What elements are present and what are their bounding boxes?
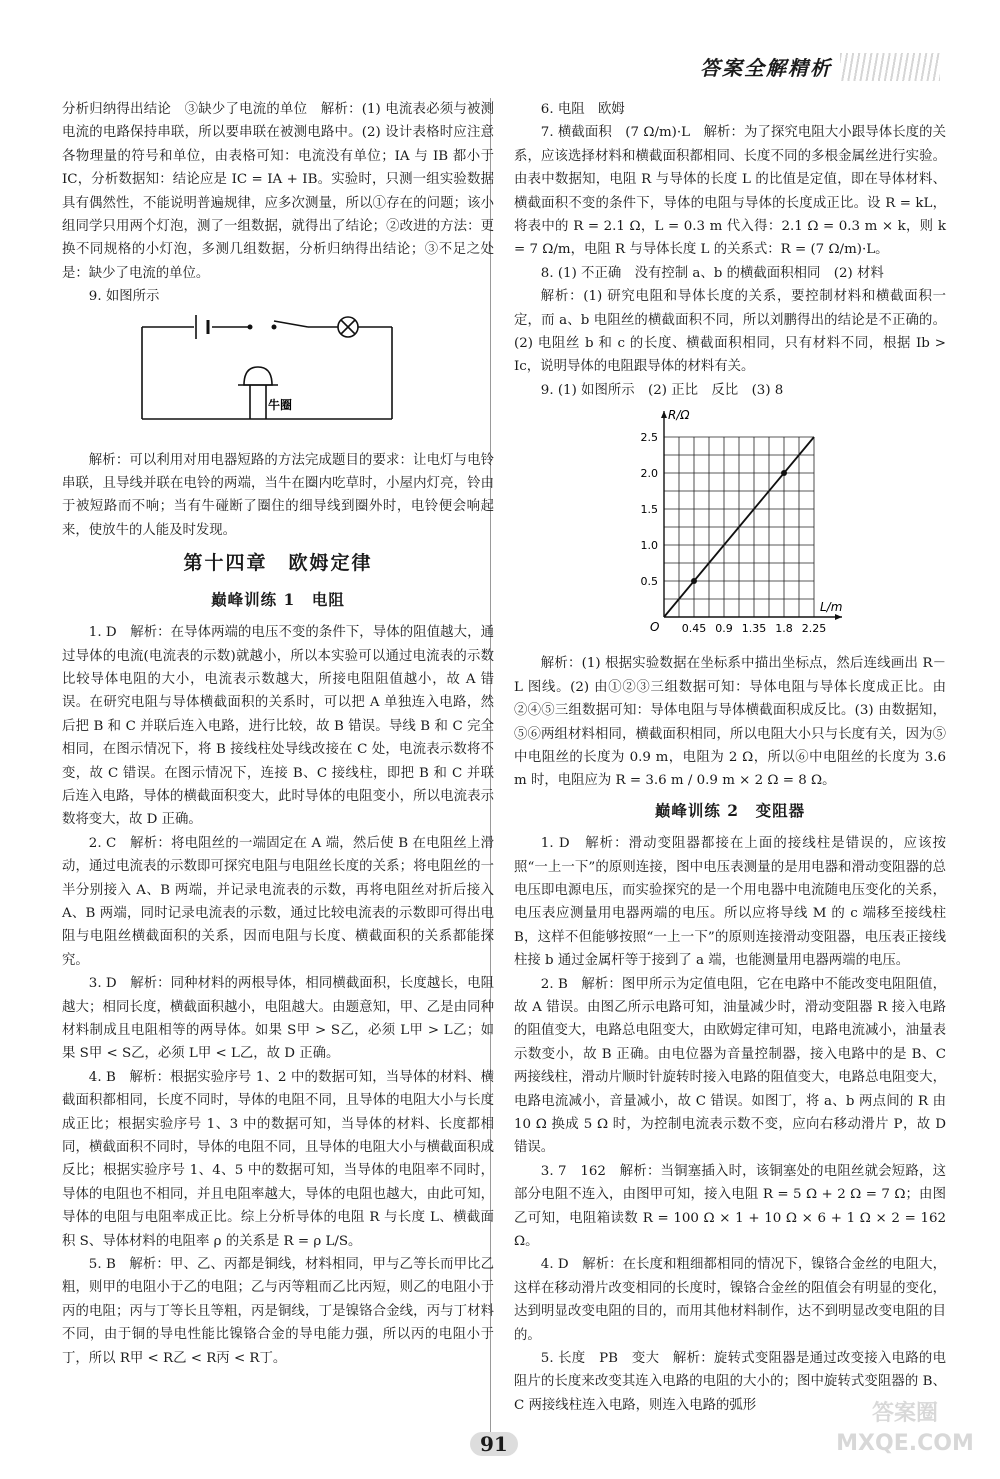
page-number: 91 <box>470 1432 518 1456</box>
bell-icon <box>244 367 272 385</box>
chapter-title: 第十四章 欧姆定律 <box>183 552 373 575</box>
answer-6: 6. 电阻 欧姆 <box>540 102 625 117</box>
x-axis-label: L/m <box>820 600 843 615</box>
cattle-pen-label: 牛圈 <box>268 397 293 412</box>
answer-8: 8. (1) 不正确 没有控制 a、b 的横截面积相同 (2) 材料 <box>540 265 884 281</box>
answer-1: 1. D 解析：在导体两端的电压不变的条件下，导体的阻值越大，通过导体的电流(电流表的示数)就越小，所以本实验可以通过电流表的示数比较导体电阻的大小，电流表示数越大，所接电阻阻值越小，故 A 错误。在研究电阻与导体横截面积的关系时，可以把 A 单独连入电路，然后把 B 和 C 并联后连入电路，进行比较，故 B 错误。导线 B 和 C 完全相同，在图示情况下，将 B 接线柱处导线改接在 C 处，电流表示数将不变，故 C 错误。在图示情况下，连接 B、C 接线柱，即把 B 和 C 并联后连入电路，导体的横截面积变大，此时导体的电阻变小，所以电流表示数将变大，故 D 正确。 <box>62 625 494 828</box>
section-title-2: 巅峰训练 2 变阻器 <box>654 800 806 820</box>
data-point <box>691 578 697 584</box>
y-tick-label: 1.0 <box>640 539 658 553</box>
x-tick-label: 1.8 <box>775 622 793 636</box>
rheostat-answer-4: 4. D 解析：在长度和粗细都相同的情况下，镍铬合金丝的电阻大，这样在移动滑片改变相同的长度时，镍铬合金丝的阻值会有明显的变化，达到明显改变电阻的目的，而用其他材料制作，达不到明显改变电阻的目的。 <box>514 1257 946 1343</box>
r-l-graph-svg <box>514 402 946 652</box>
x-tick-label: 1.35 <box>741 622 767 636</box>
r-l-chart <box>514 402 946 652</box>
y-axis-arrow <box>661 411 667 418</box>
y-tick-label: 2.0 <box>640 467 658 481</box>
y-tick-label: 2.5 <box>640 431 658 445</box>
section-title-1: 巅峰训练 1 电阻 <box>211 589 345 609</box>
rheostat-answer-1: 1. D 解析：滑动变阻器都接在上面的接线柱是错误的，应该按照“一上一下”的原则连接，图中电压表测量的是用电器和滑动变阻器的总电压即电源电压，而实验探究的是一个用电器中电流随电压变化的关系，电压表应测量用电器两端的电压。所以应将导线 M 的 c 端移至接线柱 B，这样不但能够按照“一上一下”的原则连接滑动变阻器，电压表正接线柱接 b 通过金属杆等于接到了 a 端，也能测量用电器两端的电压。 <box>514 836 946 969</box>
rheostat-answer-3: 3. 7 162 解析：当铜塞插入时，该铜塞处的电阻丝就会短路，这部分电阻不连入，由图甲可知，接入电阻 R = 5 Ω + 2 Ω = 7 Ω；由图乙可知，电阻箱读数 R = 100 Ω × 1 + 10 Ω × 6 + 1 Ω × 2 = 162 Ω。 <box>514 1163 946 1250</box>
rheostat-answer-5: 5. 长度 PB 变大 解析：旋转式变阻器是通过改变接入电路的电阻片的长度来改变其连入电路的电阻的大小的；图中旋转式变阻器的 B、C 两接线柱连入电路，则连入电路的弧形 <box>514 1351 946 1413</box>
answer-7: 7. 横截面积 (7 Ω/m)·L 解析：为了探究电阻大小跟导体长度的关系，应该选择材料和横截面积都相同、长度不同的多根金属丝进行实验。由表中数据知，电阻 R 与导体的长度 L 的比值是定值，即在导体材料、横截面积不变的条件下，导体的电阻与导体的长度成正比。设 R = kL，将表中的 R = 2.1 Ω，L = 0.3 m 代入得：2.1 Ω = 0.3 m × k，则 k = 7 Ω/m，电阻 R 与导体长度 L 的关系式：R = (7 Ω/m)·L。 <box>514 125 946 258</box>
question-9: 9. 如图所示 <box>88 289 160 305</box>
answer-3: 3. D 解析：同种材料的两根导体，相同横截面积，长度越长，电阻越大；相同长度，横截面积越小，电阻越大。由题意知，甲、乙是由同种材料制成且电阻相等的两导体。如果 S甲 > S乙，必须 L甲 > L乙；如果 S甲 < S乙，必须 L甲 < L乙，故 D 正确。 <box>62 976 494 1062</box>
y-tick-label: 1.5 <box>640 503 658 517</box>
right-column <box>514 98 946 1417</box>
paragraph-continuation: 分析归纳得出结论 ③缺少了电流的单位 解析：(1) 电流表必须与被测电流的电路保持串联，所以要串联在被测电路中。(2) 设计表格时应注意各物理量的符号和单位，由表格可知：电流没有单位；IA 与 IB 都小于 IC，分析数据知：结论应是 IC = IA + IB。实验时，只测一组实验数据具有偶然性，不能说明普遍规律，应多次测量，所以①存在的问题；该小组同学只用两个灯泡，测了一组数据，就得出了结论；②改进的方法：更换不同规格的小灯泡，多测几组数据，分析归纳得出结论；③不足之处是：缺少了电流的单位。 <box>62 102 494 281</box>
y-axis-label: R/Ω <box>668 408 690 423</box>
answer-9: 9. (1) 如图所示 (2) 正比 反比 (3) 8 <box>540 382 784 398</box>
header-decoration <box>840 53 940 81</box>
rheostat-answer-2: 2. B 解析：图甲所示为定值电阻，它在电路中不能改变电阻阻值，故 A 错误。由图乙所示电路可知，油量减少时，滑动变阻器 R 接入电路的阻值变大，电路总电阻变大，由欧姆定律可知，电路电流减小，油量表示数变小，故 B 正确。由电位器为音量控制器，接入电路中的是 B、C 两接线柱，滑动片顺时针旋转时接入电路的阻值变大，电路总电阻变大，电路电流减小，音量减小，故 C 错误。如图丁，将 a、b 两点间的 R 由 10 Ω 换成 5 Ω 时，为控制电流表示数不变，应向右移动滑片 P，故 D 错误。 <box>514 976 946 1156</box>
answer-2: 2. C 解析：将电阻丝的一端固定在 A 端，然后使 B 在电阻丝上滑动，通过电流表的示数即可探究电阻与电阻丝长度的关系；将电阻丝的一半分别接入 A、B 两端，并记录电流表的示数，再将电阻丝对折后接入 A、B 两端，同时记录电流表的示数，通过比较电流表的示数即可得出电阻与电阻丝横截面积的关系，因而电阻与长度、横截面积的关系都能探究。 <box>62 835 494 968</box>
data-point <box>781 470 787 476</box>
analysis-8: 解析：(1) 研究电阻和导体长度的关系，要控制材料和横截面积一定，而 a、b 电阻丝的横截面积不同，所以刘鹏得出的结论是不正确的。(2) 电阻丝 b 和 c 的长度、横截面积相同，只有材料不同，根据 Ib > Ic，说明导体的电阻跟导体的材料有关。 <box>514 289 946 375</box>
header-title: 答案全解精析 <box>700 56 832 80</box>
answer-4: 4. B 解析：根据实验序号 1、2 中的数据可知，当导体的材料、横截面积都相同，长度不同时，导体的电阻不同，且导体的电阻大小与长度成正比；根据实验序号 1、3 中的数据可知，当导体的材料、长度都相同，横截面积不同时，导体的电阻不同，且导体的电阻大小与横截面积成反比；根据实验序号 1、4、5 中的数据可知，当导体的电阻率不同时，导体的电阻也不相同，并且电阻率越大，导体的电阻也越大，由此可知，导体的电阻与电阻率成正比。综上分析导体的电阻 R 与长度 L、横截面积 S、导体材料的电阻率 ρ 的关系是 R = ρ L/S。 <box>62 1069 494 1249</box>
origin-label: O <box>650 620 660 635</box>
analysis-9: 解析：可以利用对用电器短路的方法完成题目的要求：让电灯与电铃串联，且导线并联在电铃的两端，当牛在圈内吃草时，小屋内灯亮，铃由于被短路而不响；当有牛碰断了圈住的细导线到圈外时，电铃便会响起来，使放牛的人能及时发现。 <box>62 452 494 538</box>
left-column <box>62 98 494 1370</box>
analysis-9-right: 解析：(1) 根据实验数据在坐标系中描出坐标点，然后连线画出 R－L 图线。(2) 由①②③三组数据可知：导体电阻与导体长度成正比。由②④⑤三组数据可知：导体电阻与导体横截面积成反比。(3) 由数据知，⑤⑥两组材料相同，横截面积相同，所以电阻大小只与长度有关，因为⑤中电阻丝的长度为 0.9 m，电阻为 2 Ω，所以⑥中电阻丝的长度为 3.6 m 时，电阻应为 R = 3.6 m / 0.9 m × 2 Ω = 8 Ω。 <box>514 656 946 789</box>
answer-5: 5. B 解析：甲、乙、丙都是铜线，材料相同，甲与乙等长而甲比乙粗，则甲的电阻小于乙的电阻；乙与丙等粗而乙比丙短，则乙的电阻小于丙的电阻；丙与丁等长且等粗，丙是铜线，丁是镍铬合金线，丙与丁材料不同，由于铜的导电性能比镍铬合金的导电能力强，所以丙的电阻小于丁，所以 R甲 < R乙 < R丙 < R丁。 <box>62 1257 494 1366</box>
x-tick-label: 2.25 <box>801 622 827 636</box>
page-header <box>700 52 940 81</box>
circuit-diagram <box>62 309 494 449</box>
x-tick-label: 0.9 <box>715 622 733 636</box>
x-axis-arrow <box>835 614 842 620</box>
watermark-logo: 答案圈 MXQE.COM <box>836 1401 974 1456</box>
circuit-figure <box>62 309 494 449</box>
y-tick-label: 0.5 <box>640 575 658 589</box>
switch-blade <box>274 321 308 327</box>
x-tick-label: 0.45 <box>681 622 707 636</box>
